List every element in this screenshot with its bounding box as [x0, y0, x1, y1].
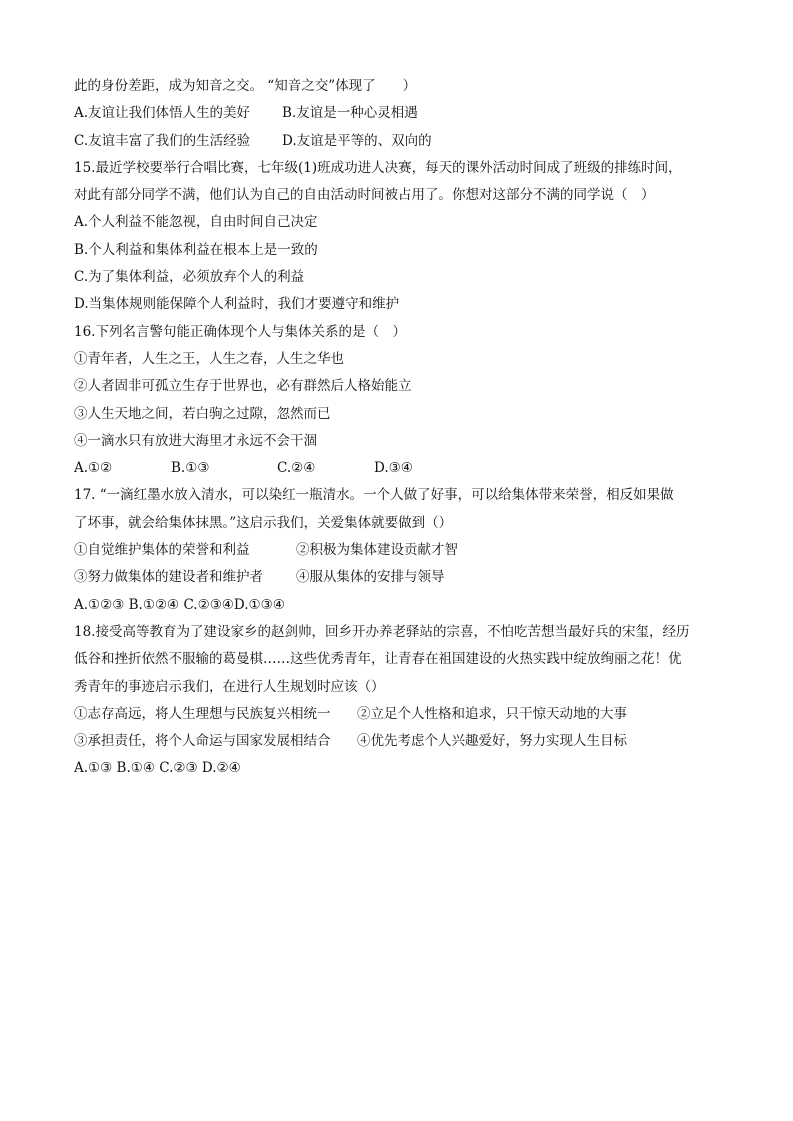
q14-stem: 此的身份差距，成为知音之交。 “知音之交”体现了 ）: [74, 78, 417, 94]
q16-options-row: [74, 455, 734, 482]
q18-statement-4: ④优先考虑个人兴趣爱好，努力实现人生目标: [357, 733, 627, 750]
q17-statement-3: ③努力做集体的建设者和维护者: [74, 569, 263, 586]
question-page: [74, 73, 734, 783]
q15-stem-line-1: 15.最近学校要举行合唱比赛，七年级(1)班成功进人决赛，每天的课外活动时间成了班级的排练时间，: [74, 159, 682, 176]
q17-statement-2: ②积极为集体建设贡献才智: [296, 542, 458, 559]
q17-stem-line-1: 17. “一滴红墨水放入清水，可以染红一瓶清水。一个人做了好事，可以给集体带来荣誉，相反如果做: [74, 487, 674, 504]
q14-options-row-2: [74, 128, 734, 155]
q17-statements-row-1: [74, 537, 734, 564]
q16-stem: 16.下列名言警句能正确体现个人与集体关系的是（ ）: [74, 323, 406, 340]
q18-stem-line-1: 18.接受高等教育为了建设家乡的赵剑帅，回乡开办养老驿站的宗喜，不怕吃苦想当最好兵的宋玺，经历: [74, 623, 690, 640]
q18-statements-row-1: [74, 701, 734, 728]
q16-option-a: A.①②: [74, 460, 113, 477]
q15-option-d: D.当集体规则能保障个人利益时，我们才要遵守和维护: [74, 296, 400, 313]
q18-stem-line-2: 低谷和挫折依然不服输的葛曼棋……这些优秀青年，让青春在祖国建设的火热实践中绽放绚丽之花！优: [74, 651, 682, 668]
q18-options: A.①③ B.①④ C.②③ D.②④: [74, 760, 241, 777]
q15-option-c: C.为了集体利益，必须放弃个人的利益: [74, 269, 305, 286]
q16-option-b: B.①③: [171, 460, 210, 477]
q16-statement-2: ②人者固非可孤立生存于世界也，必有群然后人格始能立: [74, 378, 412, 395]
q18-stem-line-3: 秀青年的事迹启示我们，在进行人生规划时应该（）: [74, 678, 385, 695]
q17-options: A.①②③ B.①②④ C.②③④D.①③④: [74, 596, 285, 613]
q18-statements-row-2: [74, 728, 734, 755]
q15-stem-line-2: 对此有部分同学不满，他们认为自己的自由活动时间被占用了。你想对这部分不满的同学说（ ）: [74, 187, 655, 204]
q17-statement-1: ①自觉维护集体的荣誉和利益: [74, 542, 250, 559]
q14-option-b: B.友谊是一种心灵相遇: [282, 105, 418, 122]
q16-statement-1: ①青年者，人生之王，人生之春，人生之华也: [74, 350, 344, 367]
q14-option-a: A.友谊让我们体悟人生的美好: [74, 105, 251, 122]
q17-statements-row-2: [74, 564, 734, 591]
q16-option-c: C.②④: [277, 460, 316, 477]
q18-statement-2: ②立足个人性格和追求，只干惊天动地的大事: [357, 705, 627, 722]
q15-option-a: A.个人利益不能忽视，自由时间自己决定: [74, 214, 318, 231]
q15-option-b: B.个人利益和集体利益在根本上是一致的: [74, 241, 318, 258]
q16-statement-4: ④一滴水只有放进大海里才永远不会干涸: [74, 432, 317, 449]
q14-option-d: D.友谊是平等的、双向的: [282, 132, 432, 149]
q17-stem-line-2: 了坏事，就会给集体抹黑。”这启示我们，关爱集体就要做到（）: [74, 514, 453, 531]
q16-statement-3: ③人生天地之间，若白驹之过隙，忽然而已: [74, 405, 331, 422]
q14-options-row-1: [74, 100, 734, 127]
q18-statement-1: ①志存高远，将人生理想与民族复兴相统一: [74, 705, 331, 722]
q16-option-d: D.③④: [374, 460, 413, 477]
q14-option-c: C.友谊丰富了我们的生活经验: [74, 132, 251, 149]
q18-statement-3: ③承担责任，将个人命运与国家发展相结合: [74, 733, 331, 750]
q17-statement-4: ④服从集体的安排与领导: [296, 569, 445, 586]
